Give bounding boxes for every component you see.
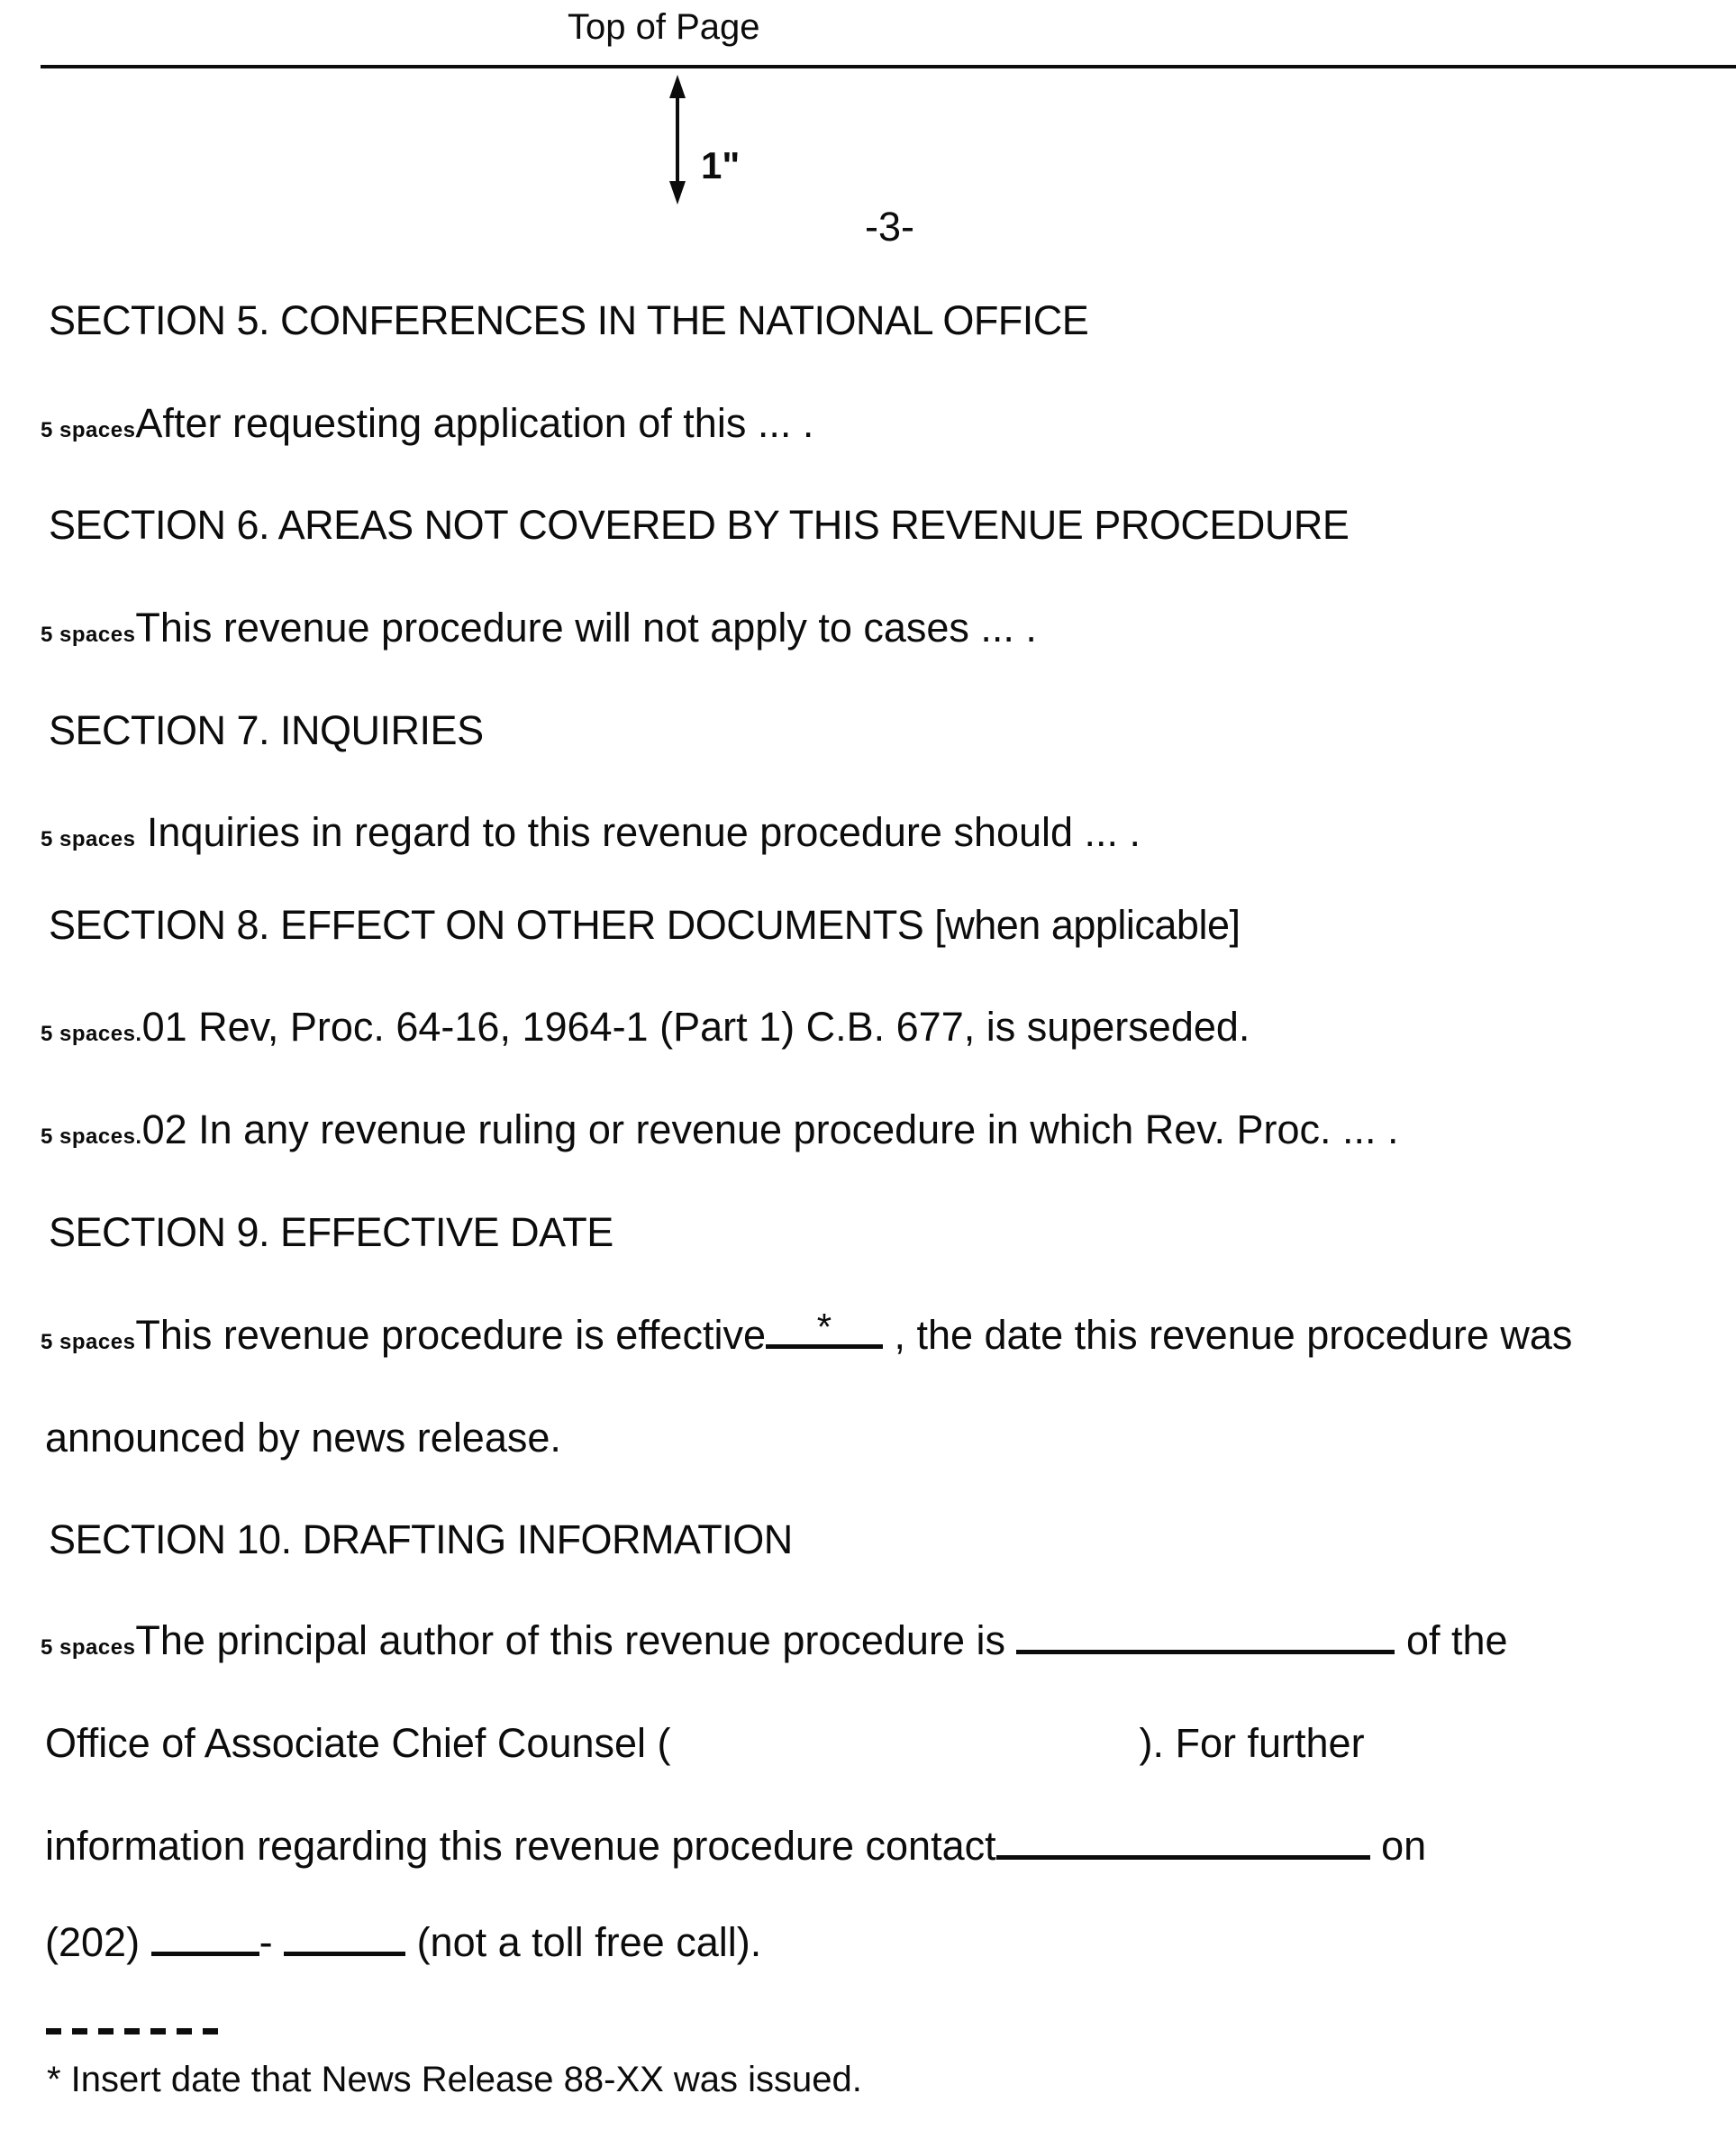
section-10-heading: SECTION 10. DRAFTING INFORMATION bbox=[49, 1516, 793, 1562]
section-8-heading: SECTION 8. EFFECT ON OTHER DOCUMENTS [when applicable] bbox=[49, 902, 1241, 948]
section-10-paragraph-line3 bbox=[45, 1824, 1426, 1869]
five-spaces-marker: 5 spaces. bbox=[41, 1124, 142, 1149]
footnote-text: * Insert date that News Release 88-XX was issued. bbox=[47, 2060, 862, 2099]
five-spaces-marker: 5 spaces bbox=[41, 827, 136, 851]
one-inch-margin-arrow-icon bbox=[668, 75, 686, 205]
paragraph-text: , the date this revenue procedure was bbox=[882, 1312, 1573, 1358]
arrow-shaft bbox=[676, 86, 679, 194]
paragraph-text: of the bbox=[1395, 1617, 1508, 1663]
section-8-paragraph-02 bbox=[41, 1107, 1399, 1152]
arrow-down-head bbox=[669, 181, 686, 205]
author-name-blank bbox=[1016, 1648, 1395, 1654]
paragraph-text: Inquiries in regard to this revenue procedure should ... . bbox=[135, 809, 1141, 855]
counsel-office-gap bbox=[671, 1756, 1140, 1757]
section-6-paragraph bbox=[41, 605, 1037, 651]
paragraph-text: on bbox=[1369, 1823, 1427, 1869]
paragraph-text: The principal author of this revenue procedure is bbox=[135, 1617, 1017, 1663]
five-spaces-marker: 5 spaces bbox=[41, 623, 136, 647]
section-10-paragraph-line4 bbox=[45, 1920, 761, 1965]
asterisk-mark: * bbox=[816, 1305, 832, 1348]
phone-prefix-blank bbox=[151, 1950, 259, 1956]
page-number: -3- bbox=[865, 204, 914, 250]
paragraph-text: This revenue procedure is effective bbox=[135, 1312, 766, 1358]
contact-name-blank bbox=[996, 1853, 1370, 1860]
effective-date-blank bbox=[766, 1305, 883, 1349]
section-6-heading: SECTION 6. AREAS NOT COVERED BY THIS REVENUE PROCEDURE bbox=[49, 502, 1350, 548]
five-spaces-marker: 5 spaces bbox=[41, 1635, 136, 1660]
section-8-paragraph-01 bbox=[41, 1005, 1250, 1050]
paragraph-text: After requesting application of this ... . bbox=[135, 400, 814, 446]
section-9-heading: SECTION 9. EFFECTIVE DATE bbox=[49, 1209, 614, 1255]
section-7-paragraph bbox=[41, 810, 1141, 855]
top-margin-rule bbox=[41, 65, 1736, 68]
section-10-paragraph-line2 bbox=[45, 1721, 1365, 1766]
five-spaces-marker: 5 spaces bbox=[41, 1330, 136, 1354]
section-10-paragraph-line1 bbox=[41, 1618, 1508, 1663]
top-of-page-label: Top of Page bbox=[568, 7, 760, 47]
section-9-paragraph bbox=[41, 1305, 1573, 1358]
paragraph-text: 01 Rev, Proc. 64-16, 1964-1 (Part 1) C.B. 677, is superseded. bbox=[141, 1004, 1250, 1050]
section-9-paragraph-continuation: announced by news release. bbox=[45, 1415, 561, 1461]
five-spaces-marker: 5 spaces. bbox=[41, 1022, 142, 1046]
paragraph-text: 02 In any revenue ruling or revenue procedure in which Rev. Proc. ... . bbox=[141, 1106, 1399, 1152]
paragraph-text: This revenue procedure will not apply to cases ... . bbox=[135, 605, 1037, 651]
phone-suffix-blank bbox=[284, 1950, 405, 1956]
paragraph-text: Office of Associate Chief Counsel ( bbox=[45, 1720, 671, 1766]
paragraph-text: ). For further bbox=[1139, 1720, 1365, 1766]
footnote-separator-dashes bbox=[46, 2028, 221, 2034]
five-spaces-marker: 5 spaces bbox=[41, 418, 136, 442]
paragraph-text: - bbox=[259, 1919, 285, 1965]
paragraph-text: information regarding this revenue procedure contact bbox=[45, 1823, 996, 1869]
one-inch-label: 1" bbox=[701, 144, 741, 187]
section-5-paragraph bbox=[41, 401, 813, 446]
paragraph-text: (202) bbox=[45, 1919, 151, 1965]
section-5-heading: SECTION 5. CONFERENCES IN THE NATIONAL OFFICE bbox=[49, 297, 1089, 343]
section-7-heading: SECTION 7. INQUIRIES bbox=[49, 707, 484, 753]
paragraph-text: (not a toll free call). bbox=[405, 1919, 762, 1965]
